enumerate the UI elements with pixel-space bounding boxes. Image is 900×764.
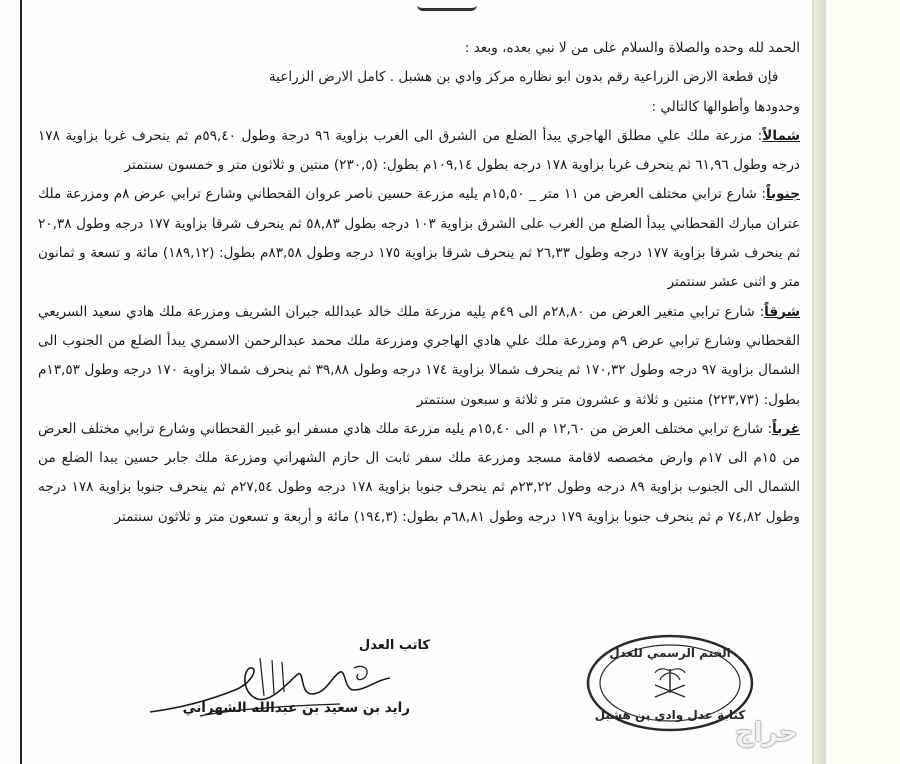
top-stamp-mark xyxy=(417,0,477,11)
notary-name: رايد بن سعيد بن عبدالله الشهراني xyxy=(182,700,410,716)
haraj-watermark: حراج xyxy=(735,718,798,748)
north-border: شمالاً: مزرعة ملك علي مطلق الهاجري يبدأ الضلع من الشرق الى الغرب بزاوية ٩٦ درجة وطول ٥٩,٤٠م ثم ينحرف غربا بزاوية ١٧٨ درجه وطول ٦١,٩٦ ثم ينحرف غربا بزاوية ١٧٨ درجه بطول ١٠٩,١٤م بطول: (٢٣٠,٥) منتين و ثلاثون متر و خمسون سنتمتر xyxy=(38,127,800,174)
intro-line: فإن قطعة الارض الزراعية رقم بدون ابو نظاره مركز وادي بن هشبل . كامل الارض الزراعية xyxy=(268,69,779,86)
south-border: جنوباً: شارع ترابي مختلف العرض من ١١ متر _ ١٥,٥٠م يليه مزرعة حسين ناصر عروان القحطاني وشارع ترابي عرض ٨م ومزرعة ملك عتران مبارك القحطاني يبدأ الضلع من الغرب على الشرق بزاوية ١٠٣ درجه بطول ٥٨,٨٣ ثم ينحرف شرقا بزاوية ١٧٧ درجه وطول ٢٠,٣٨ ثم ينحرف شرقا بزاوية ١٧٧ درجه وطول ٢٦,٣٣ ثم ينحرف شرقا بزاوية ١٧٥ درجه وطول ٨٣,٥٨م بطول: (١٨٩,١٢) مائة و تسعة و ثمانون متر و اثنى عشر سنتمتر xyxy=(38,186,801,291)
west-border: غرباً: شارع ترابي مختلف العرض من ١٢,٦٠ م الى ١٥,٤٠م يليه مزرعة ملك هادي مسفر ابو غبير القحطاني وشارع ترابي مختلف العرض من ١٥م الى ١٧م وارض مخصصه لاقامة مسجد ومزرعة ملك سفر ثابت ال حازم الشهراني ومزرعة ملك جابر حسين يبدا الضلع من الشمال الى الجنوب بزاوية ٨٩ درجه وطول ٢٣,٢٢م ثم ينحرف جنوبا بزاوية ١٧٨ درجه وطول ٢٧,٥٤م ثم ينحرف جنوبا بزاوية ١٧٨ درجه وطول ٧٤,٨٢ م ثم ينحرف جنوبا بزاوية ١٧٩ درجه وطول ٦٨,٨١م بطول: (١٩٤,٣) مائة و أربعة و تسعون متر و ثلاثون سنتمتر xyxy=(38,420,801,525)
desk-background xyxy=(826,0,900,764)
official-seal xyxy=(585,633,755,733)
page-edge xyxy=(812,0,827,764)
notary-title: كاتب العدل xyxy=(358,638,430,653)
borders-intro: وحدودها وأطوالها كالتالي : xyxy=(651,98,800,115)
seal-bottom-text: كتابة عدل وادي بن هشبل xyxy=(594,708,746,722)
east-border: شرقاً: شارع ترابي متغير العرض من ٢٨,٨٠م الى ٤٩م يليه مزرعة ملك خالد عبدالله جبران الشريف ومزرعة ملك هادي سعيد السريعي القحطاني وشارع ترابي عرض ٩م ومزرعة ملك علي هادي الهاجري ومزرعة ملك محمد عبدالرحمن الاسمري يبدأ الضلع من الجنوب الى الشمال بزاوية ٩٧ درجه وطول ١٧٠,٣٢ ثم ينحرف شمالا بزاوية ١٧٤ درجه وطول ٣٩,٨٨ ثم ينحرف شمالا بزاوية ١٧٠ درجه وطول ١٣,٥٣م بطول: (٢٢٣,٧٣) منتين و ثلاثة و عشرون متر و ثلاثة و سبعون سنتمتر xyxy=(38,303,801,408)
seal-top-text: الختم الرسمي للعدل xyxy=(609,646,731,660)
notary-signature-block xyxy=(130,630,430,730)
handwritten-signature xyxy=(140,650,400,730)
document-body xyxy=(38,34,800,532)
opening-line: الحمد لله وحده والصلاة والسلام على من لا نبي بعده، وبعد : xyxy=(464,40,800,56)
palm-swords-emblem xyxy=(655,669,685,697)
